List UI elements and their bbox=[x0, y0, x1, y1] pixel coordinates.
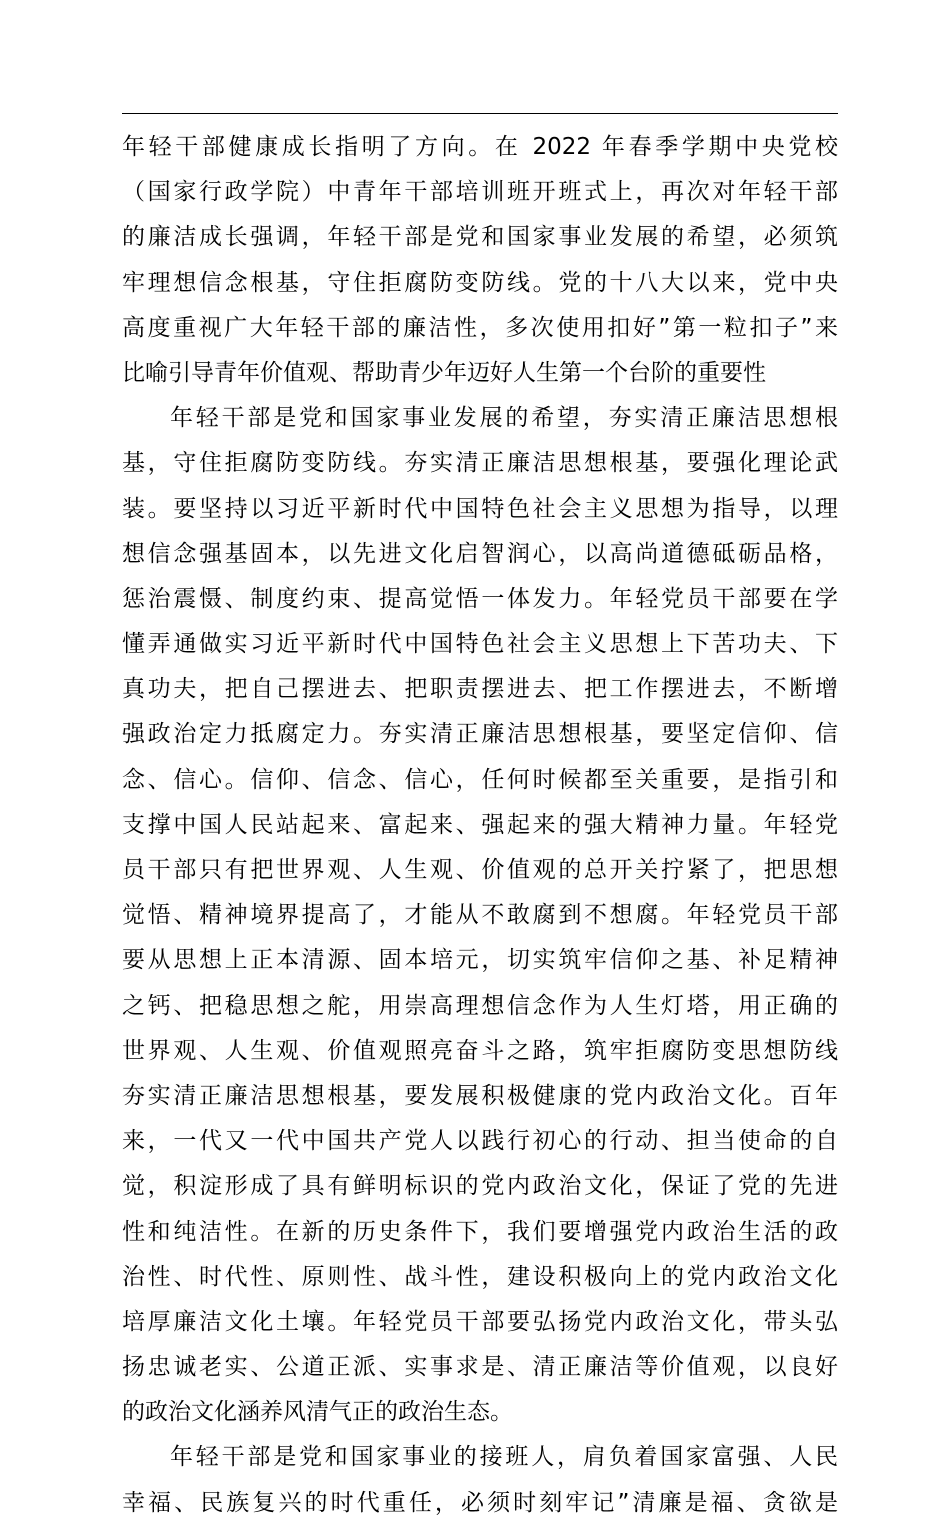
text-line: 惩治震慑、制度约束、提高觉悟一体发力。年轻党员干部要在学 bbox=[122, 585, 838, 612]
text-line: 装。要坚持以习近平新时代中国特色社会主义思想为指导，以理 bbox=[122, 495, 838, 522]
text-line: 牢理想信念根基，守住拒腐防变防线。党的十八大以来，党中央 bbox=[122, 269, 838, 296]
text-line: 想信念强基固本，以先进文化启智润心，以高尚道德砥砺品格， bbox=[122, 540, 838, 567]
text-line: 觉，积淀形成了具有鲜明标识的党内政治文化，保证了党的先进 bbox=[122, 1173, 838, 1200]
text-line: 懂弄通做实习近平新时代中国特色社会主义思想上下苦功夫、下 bbox=[122, 631, 838, 658]
text-line: 来，一代又一代中国共产党人以践行初心的行动、担当使命的自 bbox=[122, 1128, 838, 1155]
text-line: 年轻干部是党和国家事业的接班人，肩负着国家富强、人民 bbox=[170, 1444, 838, 1471]
text-line: 扬忠诚老实、公道正派、实事求是、清正廉洁等价值观，以良好 bbox=[122, 1354, 838, 1381]
text-line: 比喻引导青年价值观、帮助青少年迈好人生第一个台阶的重要性 bbox=[122, 359, 766, 386]
text-line: （国家行政学院）中青年干部培训班开班式上，再次对年轻干部 bbox=[122, 179, 838, 206]
text-line: 员干部只有把世界观、人生观、价值观的总开关拧紧了，把思想 bbox=[122, 857, 838, 883]
text-line: 基，守住拒腐防变防线。夯实清正廉洁思想根基，要强化理论武 bbox=[122, 450, 838, 477]
text-line: 支撑中国人民站起来、富起来、强起来的强大精神力量。年轻党 bbox=[122, 811, 838, 838]
header-rule bbox=[122, 113, 838, 114]
text-line: 培厚廉洁文化土壤。年轻党员干部要弘扬党内政治文化，带头弘 bbox=[122, 1308, 838, 1335]
text-line: 年轻干部健康成长指明了方向。在 2022 年春季学期中央党校 bbox=[122, 134, 838, 160]
text-line: 年轻干部是党和国家事业发展的希望，夯实清正廉洁思想根 bbox=[170, 405, 838, 432]
text-line: 的政治文化涵养风清气正的政治生态。 bbox=[122, 1399, 513, 1426]
text-line: 之钙、把稳思想之舵，用崇高理想信念作为人生灯塔，用正确的 bbox=[122, 992, 838, 1019]
text-line: 性和纯洁性。在新的历史条件下，我们要增强党内政治生活的政 bbox=[122, 1218, 838, 1245]
text-line: 幸福、民族复兴的时代重任，必须时刻牢记”清廉是福、贪欲是 bbox=[122, 1489, 838, 1516]
text-line: 要从思想上正本清源、固本培元，切实筑牢信仰之基、补足精神 bbox=[122, 947, 838, 974]
text-line: 念、信心。信仰、信念、信心，任何时候都至关重要，是指引和 bbox=[122, 766, 838, 793]
text-line: 的廉洁成长强调，年轻干部是党和国家事业发展的希望，必须筑 bbox=[122, 224, 838, 251]
text-line: 世界观、人生观、价值观照亮奋斗之路，筑牢拒腐防变思想防线 bbox=[122, 1037, 838, 1064]
text-line: 高度重视广大年轻干部的廉洁性，多次使用扣好”第一粒扣子”来 bbox=[122, 314, 838, 341]
text-line: 真功夫，把自己摆进去、把职责摆进去、把工作摆进去，不断增 bbox=[122, 676, 838, 703]
text-line: 强政治定力抵腐定力。夯实清正廉洁思想根基，要坚定信仰、信 bbox=[122, 721, 838, 748]
document-body bbox=[122, 125, 838, 1526]
text-line: 觉悟、精神境界提高了，才能从不敢腐到不想腐。年轻党员干部 bbox=[122, 902, 838, 929]
text-line: 夯实清正廉洁思想根基，要发展积极健康的党内政治文化。百年 bbox=[122, 1082, 838, 1109]
text-line: 治性、时代性、原则性、战斗性，建设积极向上的党内政治文化 bbox=[122, 1263, 838, 1290]
